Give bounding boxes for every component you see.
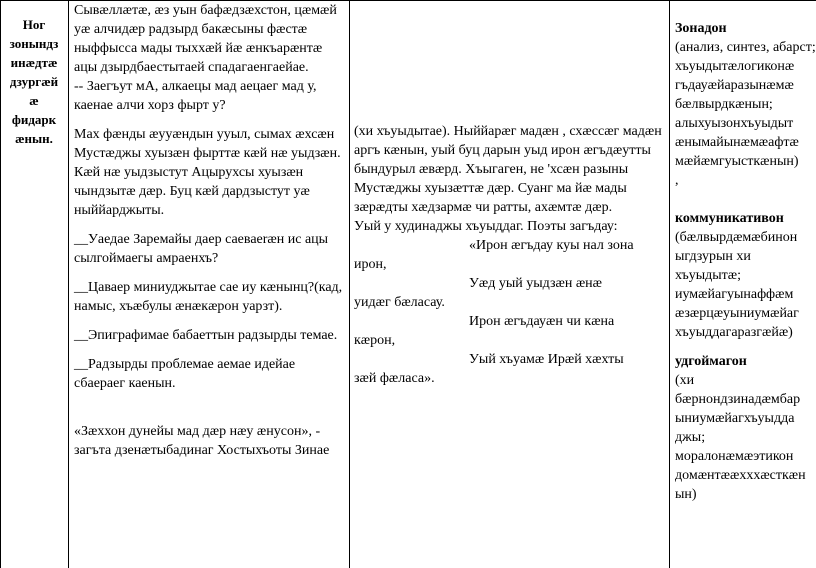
text-personal: (хи бæрнондзинадæмбар ыниумæйагхъуыдда джы; моралонæмæэтикон домæнтææхххæсткæн ын) [675,373,806,502]
question-mother-son: -- Заегъут мА, алкаецы мад аецаег мад у, каенае алчи хорз фырт у? [74,79,317,113]
heading-personal: удгоймагон [675,354,747,369]
poem-line: «Ирон æгъдау куы нал зона ирон, [354,238,634,272]
left-border [0,0,1,568]
instruction-paragraph: Сывæллæтæ, æз уын бафæдзæхстон, цæмæй уæ алчидæр радзырд бакæсыны фæстæ ныффысса мады тыххæй йæ æнкъарæнтæ ацы дзырдбаестытаей спадагаенгаейае. [74,3,337,75]
heading-scientific: Зонадон [675,21,727,36]
column-3-discussion [354,0,666,388]
column-1-heading: Ног зонындз инæдтæ дзургæй æ фидарк æнын. [9,17,59,146]
column-4-competencies [675,0,816,504]
text-scientific-comma: , [675,173,679,188]
poem-line: Ирон æгъдауæн чи кæна кæрон, [354,314,615,348]
poem-line: Уæд уый уыдзæн æнæ уидæг бæласау. [354,276,602,310]
column-divider-2 [349,0,350,568]
text-communicative: (бæлвырдæмæбинон ыгдзурын хи хъуыдытæ; иумæйагуынаффæм æзæрцæуыниумæйаг хъуыддагаразгæйæ) [675,230,799,340]
hope-paragraph: Мах фæнды æууæндын ууыл, сымах æхсæн Мустæджы хуызæн фырттæ кæй нæ уыдзæн. Кæй нæ уыдзыстут Ацырухсы хуызæн чындзытæ дæр. Буц кæй дардзыстут уæ ныййарджыты. [74,127,341,218]
column-divider-1 [68,0,69,568]
text-scientific: (анализ, синтез, абарст; хъуыдытæлогиконæ гъдауæйаразынæмæ бæлвырдкæнын; алыхуызонхъуыдыт æнымайынæмæафтæ мæйæмгуысткæнын) [675,40,816,169]
question-1: __Уаедае Заремайы даер саеваеræн ис ацы сылгоймаегы амраенхъ? [74,232,329,266]
discussion-paragraph: (хи хъуыдытае). Ныййарæг мадæн , схæссæг мадæн аргъ кæнын, уый буц дарын уыд ирон æгъдæутты бындурыл æвæрд. Хъыгаген, не 'хсæн разыны Мустæджы хуызæттæ дæр. Суанг ма йæ мады зæрæдты хæдзармæ чи ратты, ахæмтæ дæр. [354,124,662,215]
epigraph-quote: «Зæххон дунейы мад дæр нæу æнусон», - загъта дзенæтыбадинаг Хостыхъоты Зинае [74,424,330,458]
poet-intro: Уый у худинаджы хъуыддаг. Поэты загъдау: [354,219,618,234]
question-2: __Цаваер миниуджытае сае иу кæнынц?(кад, намыс, хъæбулы æнæкæрон уарзт). [74,280,343,314]
question-3: __Эпиграфимае бабаеттын радзырды темае. [74,328,338,343]
poem-line: Уый хъуамæ Ирæй хæхты зæй фæласа». [354,352,624,386]
question-4: __Радзырды проблемае аемае идейае сбаераег каенын. [74,357,296,391]
heading-communicative: коммуникативон [675,211,784,226]
column-2-lesson-text [74,0,346,460]
column-divider-3 [669,0,670,568]
